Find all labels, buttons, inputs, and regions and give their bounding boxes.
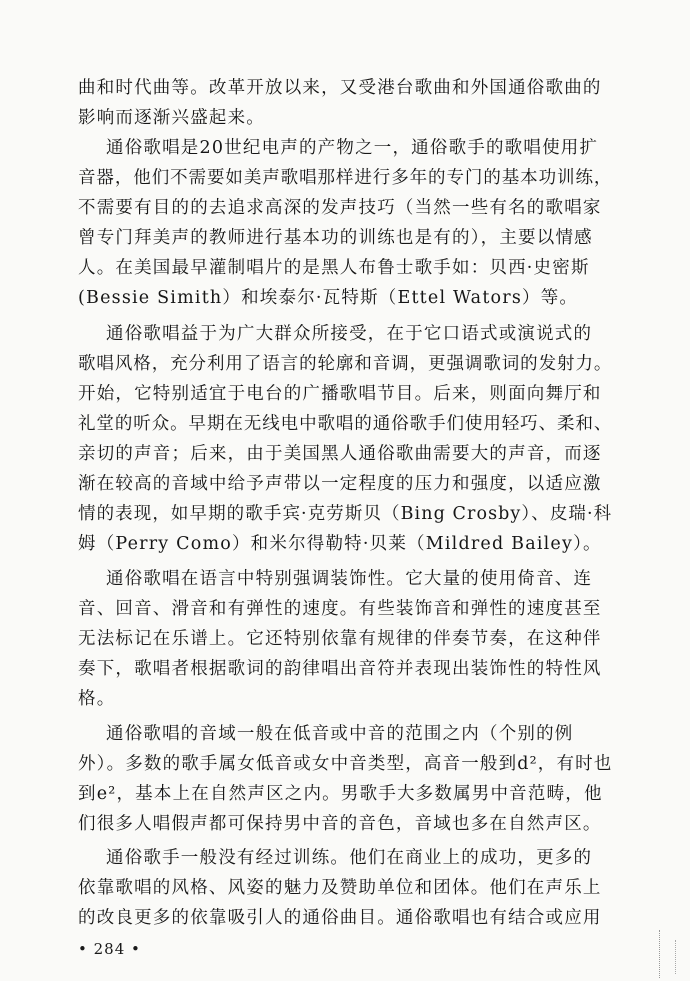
text-line: 曲和时代曲等。改革开放以来，又受港台歌曲和外国通俗歌曲的	[78, 78, 602, 98]
page-number: • 284 •	[78, 940, 141, 958]
text-line: 通俗歌唱的音域一般在低音或中音的范围之内（个别的例	[106, 724, 574, 744]
text-line: 歌唱风格，充分利用了语言的轮廓和音调，更强调歌词的发射力。	[78, 354, 613, 374]
text-line: 通俗歌唱是20世纪电声的产物之一，通俗歌手的歌唱使用扩	[106, 138, 599, 158]
text-line: 的改良更多的依靠吸引人的通俗曲目。通俗歌唱也有结合或应用	[78, 908, 602, 928]
text-line: 格。	[78, 689, 116, 709]
text-line: 通俗歌唱在语言中特别强调装饰性。它大量的使用倚音、连	[106, 569, 593, 589]
text-line: 依靠歌唱的风格、风姿的魅力及赞助单位和团体。他们在声乐上	[78, 878, 602, 898]
text-line: 开始，它特别适宜于电台的广播歌唱节目。后来，则面向舞厅和	[78, 384, 602, 404]
text-line: 礼堂的听众。早期在无线电中歌唱的通俗歌手们使用轻巧、柔和、	[78, 414, 613, 434]
text-line: 姆（Perry Como）和米尔得勒特·贝莱（Mildred Bailey）。	[78, 534, 602, 554]
text-line: 人。在美国最早灌制唱片的是黑人布鲁士歌手如：贝西·史密斯	[78, 258, 590, 278]
text-line: 奏下，歌唱者根据歌词的韵律唱出音符并表现出装饰性的特性风	[78, 659, 602, 679]
text-line: 们很多人唱假声都可保持男中音的音色，音域也多在自然声区。	[78, 814, 602, 834]
scan-artifact-dots	[675, 940, 680, 974]
text-line: (Bessie Simith）和埃泰尔·瓦特斯（Ettel Wators）等。	[78, 288, 579, 308]
text-line: 通俗歌唱益于为广大群众所接受，在于它口语式或演说式的	[106, 324, 593, 344]
text-line: 音器，他们不需要如美声歌唱那样进行多年的专门的基本功训练，	[78, 168, 613, 188]
text-line: 通俗歌手一般没有经过训练。他们在商业上的成功，更多的	[106, 848, 593, 868]
text-line: 曾专门拜美声的教师进行基本功的训练也是有的），主要以情感	[78, 228, 593, 248]
text-line: 无法标记在乐谱上。它还特别依靠有规律的伴奏节奏，在这种伴	[78, 629, 602, 649]
text-line: 亲切的声音；后来，由于美国黑人通俗歌曲需要大的声音，而逐	[78, 444, 602, 464]
text-line: 渐在较高的音域中给予声带以一定程度的压力和强度，以适应激	[78, 474, 602, 494]
text-line: 音、回音、滑音和有弹性的速度。有些装饰音和弹性的速度甚至	[78, 599, 602, 619]
text-line: 外）。多数的歌手属女低音或女中音类型，高音一般到d²，有时也	[78, 754, 613, 774]
scan-artifact-dots	[659, 930, 664, 978]
text-line: 不需要有目的的去追求高深的发声技巧（当然一些有名的歌唱家	[78, 198, 602, 218]
text-line: 情的表现，如早期的歌手宾·克劳斯贝（Bing Crosby）、皮瑞·科	[78, 504, 613, 524]
text-line: 影响而逐渐兴盛起来。	[78, 108, 265, 128]
text-line: 到e²，基本上在自然声区之内。男歌手大多数属男中音范畴，他	[78, 784, 603, 804]
